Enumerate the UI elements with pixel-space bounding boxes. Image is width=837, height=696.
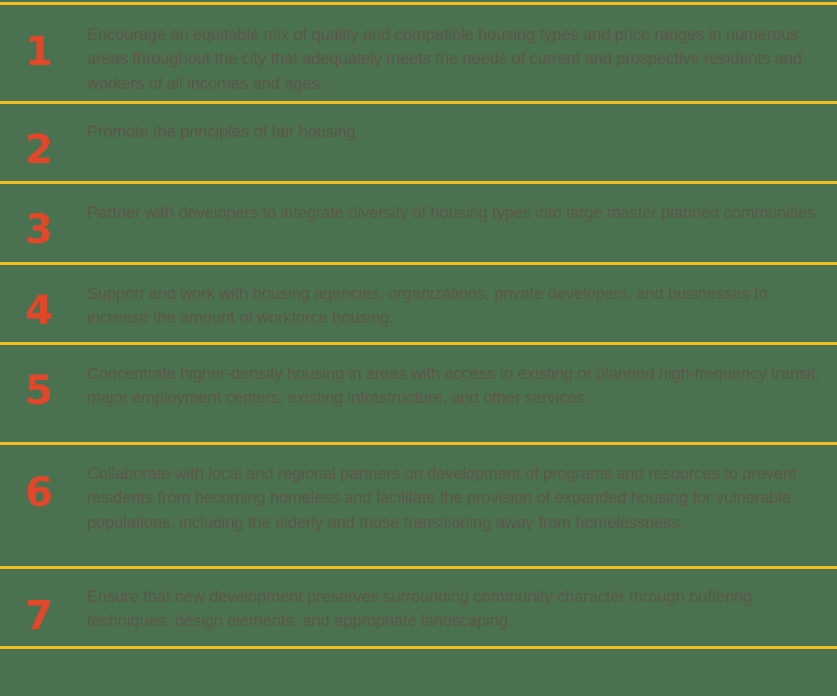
item-number: 7 xyxy=(25,593,53,639)
item-number: 6 xyxy=(25,470,53,516)
item-text: Partner with developers to integrate diversity of housing types into large master planned communities. xyxy=(87,204,820,222)
item-text: Collaborate with local and regional partners on development of programs and resources to prevent residents from becoming homeless and facilitate the provision of expanded housing for vulnerable populations, including the elderly and those transitioning away from homelessness. xyxy=(87,465,797,532)
policy-item-3 xyxy=(0,184,837,263)
policy-item-1 xyxy=(0,5,837,102)
policy-item-4 xyxy=(0,265,837,344)
item-number: 4 xyxy=(25,288,53,334)
divider-line xyxy=(0,646,837,649)
item-text: Concentrate higher-density housing in areas with access to existing or planned high-frequency transit, major employment centers, existing infrastructure, and other services. xyxy=(87,365,820,408)
policy-item-5 xyxy=(0,345,837,443)
item-number: 2 xyxy=(25,127,53,173)
item-number: 3 xyxy=(25,207,53,253)
item-number: 5 xyxy=(25,368,53,414)
item-text: Ensure that new development preserves surrounding community character through buffering techniques, design elements, and appropriate landscaping. xyxy=(87,588,753,631)
policy-item-7 xyxy=(0,569,837,647)
policy-item-6 xyxy=(0,445,837,567)
policy-item-2 xyxy=(0,104,837,183)
item-text: Promote the principles of fair housing. xyxy=(87,123,361,141)
item-text: Encourage an equitable mix of quality and compatible housing types and price ranges in numerous areas throughout the city that adequately meets the needs of current and prospective residents and workers of all incomes and ages. xyxy=(87,26,802,93)
item-number: 1 xyxy=(25,29,53,75)
item-text: Support and work with housing agencies, organizations, private developers, and businesses to increase the amount of workforce housing. xyxy=(87,285,768,328)
